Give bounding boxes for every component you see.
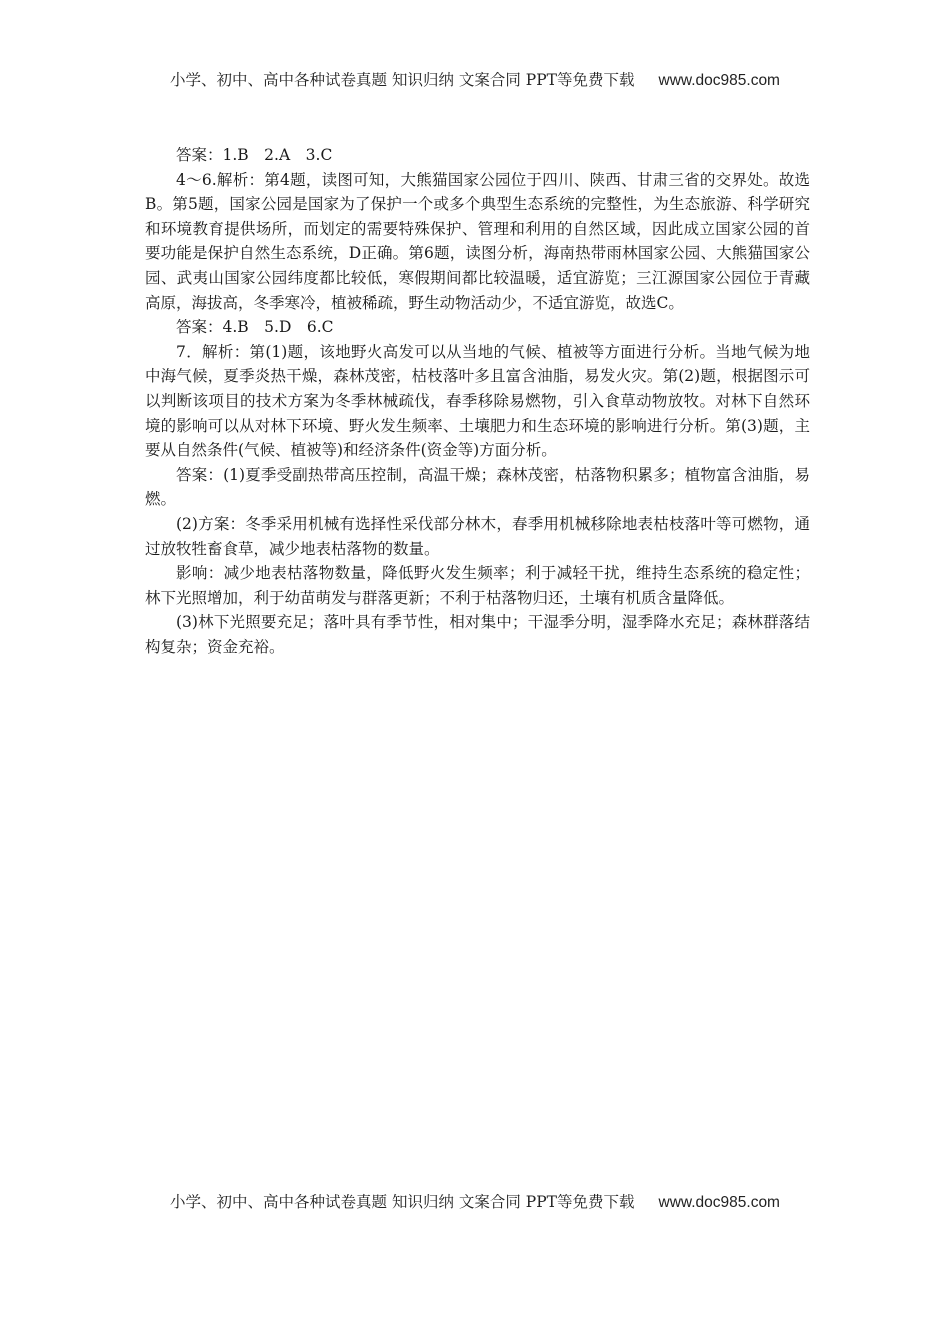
analysis-7: 7．解析：第(1)题，该地野火高发可以从当地的气候、植被等方面进行分析。当地气候为地中海气候，夏季炎热干燥，森林茂密，枯枝落叶多且富含油脂，易发火灾。第(2)题，根据图示可以判断该项目的技术方案为冬季林械疏伐，春季移除易燃物，引入食草动物放牧。对林下自然环境的影响可以从对林下环境、野火发生频率、土壤肥力和生态环境的影响进行分析。第(3)题，主要从自然条件(气候、植被等)和经济条件(资金等)方面分析。: [145, 342, 810, 460]
footer-text: 小学、初中、高中各种试卷真题 知识归纳 文案合同 PPT等免费下载: [170, 1193, 635, 1211]
header-site-link[interactable]: www.doc985.com: [658, 72, 780, 89]
page-header: [0, 68, 950, 90]
answer-4-6: 答案：4.B 5.D 6.C: [176, 318, 334, 337]
page-footer: [0, 1190, 950, 1212]
answer-7-2-impact: 影响：减少地表枯落物数量，降低野火发生频率；利于减轻干扰，维持生态系统的稳定性；林下光照增加，利于幼苗萌发与群落更新；不利于枯落物归还，土壤有机质含量降低。: [145, 564, 810, 607]
document-body: [145, 143, 810, 659]
header-text: 小学、初中、高中各种试卷真题 知识归纳 文案合同 PPT等免费下载: [170, 71, 635, 89]
answer-7-2-plan: (2)方案：冬季采用机械有选择性采伐部分林木，春季用机械移除地表枯枝落叶等可燃物，通过放牧牲畜食草，减少地表枯落物的数量。: [145, 514, 810, 558]
footer-site-link[interactable]: www.doc985.com: [658, 1194, 780, 1211]
answer-1-3: 答案：1.B 2.A 3.C: [176, 146, 333, 164]
answer-7-3: (3)林下光照要充足；落叶具有季节性，相对集中；干湿季分明，湿季降水充足；森林群落结构复杂；资金充裕。: [145, 613, 810, 656]
answer-7-1: 答案：(1)夏季受副热带高压控制，高温干燥；森林茂密，枯落物积累多；植物富含油脂，易燃。: [145, 465, 810, 509]
analysis-4-6: 4～6.解析：第4题，读图可知，大熊猫国家公园位于四川、陕西、甘肃三省的交界处。故选B。第5题，国家公园是国家为了保护一个或多个典型生态系统的完整性，为生态旅游、科学研究和环境教育提供场所，而划定的需要特殊保护、管理和利用的自然区域，因此成立国家公园的首要功能是保护自然生态系统，D正确。第6题，读图分析，海南热带雨林国家公园、大熊猫国家公园、武夷山国家公园纬度都比较低，寒假期间都比较温暖，适宜游览；三江源国家公园位于青藏高原，海拔高，冬季寒冷，植被稀疏，野生动物活动少，不适宜游览，故选C。: [145, 170, 810, 312]
